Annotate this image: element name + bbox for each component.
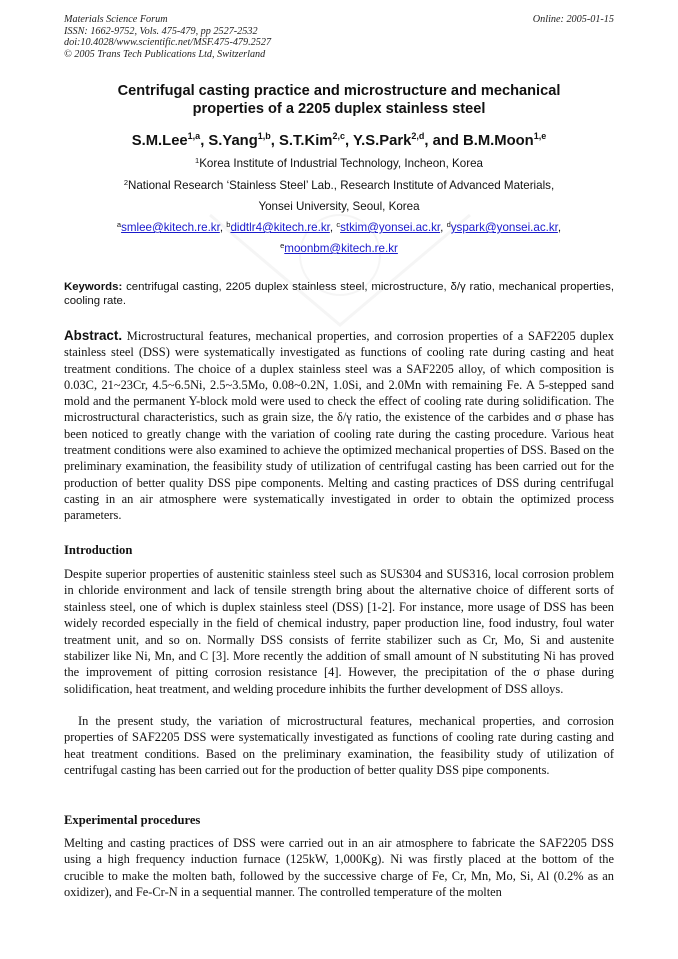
title-line-1: Centrifugal casting practice and microstructure and mechanical: [117, 83, 561, 99]
affiliation-2: $^2$National Research ‘Stainless Steel’ Lab., Research Institute of Advanced Materials,: [123, 178, 555, 192]
author: B.M.Moon$^{1,e}$: [463, 131, 547, 149]
abstract-text: Microstructural features, mechanical properties, and corrosion properties of a SAF2205 duplex stainless steel (DSS) were systematically investigated as functions of cooling rate during casting and heat treatment conditions. The choice of a duplex stainless steel was a SAF2205 alloy, of which composition is 0.03C, 21~23Cr, 4.5~6.5Ni, 2.5~3.5Mo, 0.08~0.2N, 1.0Si, and 2.0Mn with remaining Fe. A 5-stepped sand mold and the permanent Y-block mold were used to check the effect of cooling rate during solidification. The microstructural characteristics, such as grain size, the δ/γ ratio, the existence of the carbides and σ phase has been noticed to greatly change with the variation of cooling rate during the casting procedure. Various heat treatment conditions were also examined to achieve the optimized mechanical properties of DSS. Based on the preliminary examination, the feasibility study of utilization of centrifugal casting has been carried out for the production of better quality DSS pipe components. Melting and casting practices of DSS during centrifugal casting in an air atmosphere were systematically investigated in order to obtain the optimized process parameters.: [64, 329, 614, 523]
email-link[interactable]: yspark@yonsei.ac.kr: [450, 221, 558, 234]
email-link[interactable]: stkim@yonsei.ac.kr: [340, 221, 441, 234]
abstract-label: Abstract.: [64, 328, 123, 343]
email-list: $^a$smlee@kitech.re.kr, $^b$didtlr4@kitech.re.kr, $^c$stkim@yonsei.ac.kr, $^d$yspark@yonsei.ac.kr,: [116, 220, 562, 234]
author: S.T.Kim$^{2,c}$,: [279, 131, 353, 149]
paper-title: [64, 82, 614, 118]
email-list-cont: $^e$moonbm@kitech.re.kr: [280, 241, 398, 255]
keywords-text: centrifugal casting, 2205 duplex stainless steel, microstructure, δ/γ ratio, mechanical properties, cooling rate.: [64, 281, 614, 307]
affiliation-2-cont: Yonsei University, Seoul, Korea: [258, 200, 420, 213]
section-heading-introduction: Introduction: [64, 543, 133, 557]
intro-paragraph-1: Despite superior properties of austenitic stainless steel such as SUS304 and SUS316, local corrosion problem in chloride environment and lack of tensile strength bring about the alternative choice of different sorts of stainless steel, one of which is duplex stainless steel (DSS) [1-2]. For instance, more usage of DSS has been widely recorded especially in the field of chemical industry, paper production line, food industry, foul water treatment unit, and so on. Normally DSS consists of ferrite stabilizer such as Cr, Mo, Si and austenite stabilizer like Ni, Mn, and C [3]. More recently the addition of small amount of N substituting Ni has proved the improvement of pitting corrosion resistance [4]. However, the precipitation of the σ phase during solidification, heat treatment, and welding procedure inhibits the further development of DSS alloys.: [64, 567, 614, 696]
keywords-label: Keywords:: [64, 281, 123, 293]
online-date: Online: 2005-01-15: [532, 14, 614, 25]
keywords: [64, 280, 614, 308]
intro-paragraph-2: In the present study, the variation of microstructural features, mechanical properties, and corrosion properties of SAF2205 DSS were systematically investigated as functions of cooling rate during casting and heat treatment conditions. Based on the preliminary examination, the feasibility study of utilization of centrifugal casting has been carried out for the production of better quality DSS pipe components.: [64, 714, 614, 778]
email-link[interactable]: smlee@kitech.re.kr: [121, 221, 220, 234]
copyright-line: © 2005 Trans Tech Publications Ltd, Switzerland: [64, 48, 266, 60]
author: S.M.Lee$^{1,a}$,: [131, 131, 209, 149]
issn-line: ISSN: 1662-9752, Vols. 475-479, pp 2527-2532: [64, 25, 258, 37]
journal-name: Materials Science Forum: [64, 14, 168, 25]
title-line-2: properties of a 2205 duplex stainless steel: [192, 101, 486, 117]
journal-header: [64, 14, 271, 60]
abstract: [64, 328, 614, 524]
doi-line: doi:10.4028/www.scientific.net/MSF.475-479.2527: [64, 37, 272, 48]
email-link[interactable]: moonbm@kitech.re.kr: [284, 242, 398, 255]
affiliation-1: $^1$Korea Institute of Industrial Technology, Incheon, Korea: [195, 156, 483, 170]
author-list: [64, 133, 614, 149]
email-link[interactable]: didtlr4@kitech.re.kr: [230, 221, 330, 234]
experimental-paragraph-1: Melting and casting practices of DSS were carried out in an air atmosphere to fabricate the SAF2205 DSS using a high frequency induction furnace (125kW, 1,000Kg). Ni was firstly placed at the bottom of the crucible to make the molten bath, followed by the successive charge of Fe, Cr, Mn, Mo, Si, Al (0.2% as an oxidizer), and Fe-Cr-N in a sequential manner. The controlled temperature of the molten: [64, 836, 614, 900]
author: Y.S.Park$^{2,d}$, and: [352, 131, 464, 149]
author: S.Yang$^{1,b}$,: [208, 131, 280, 149]
section-heading-experimental: Experimental procedures: [64, 813, 201, 827]
watermark-logo: [190, 195, 490, 335]
